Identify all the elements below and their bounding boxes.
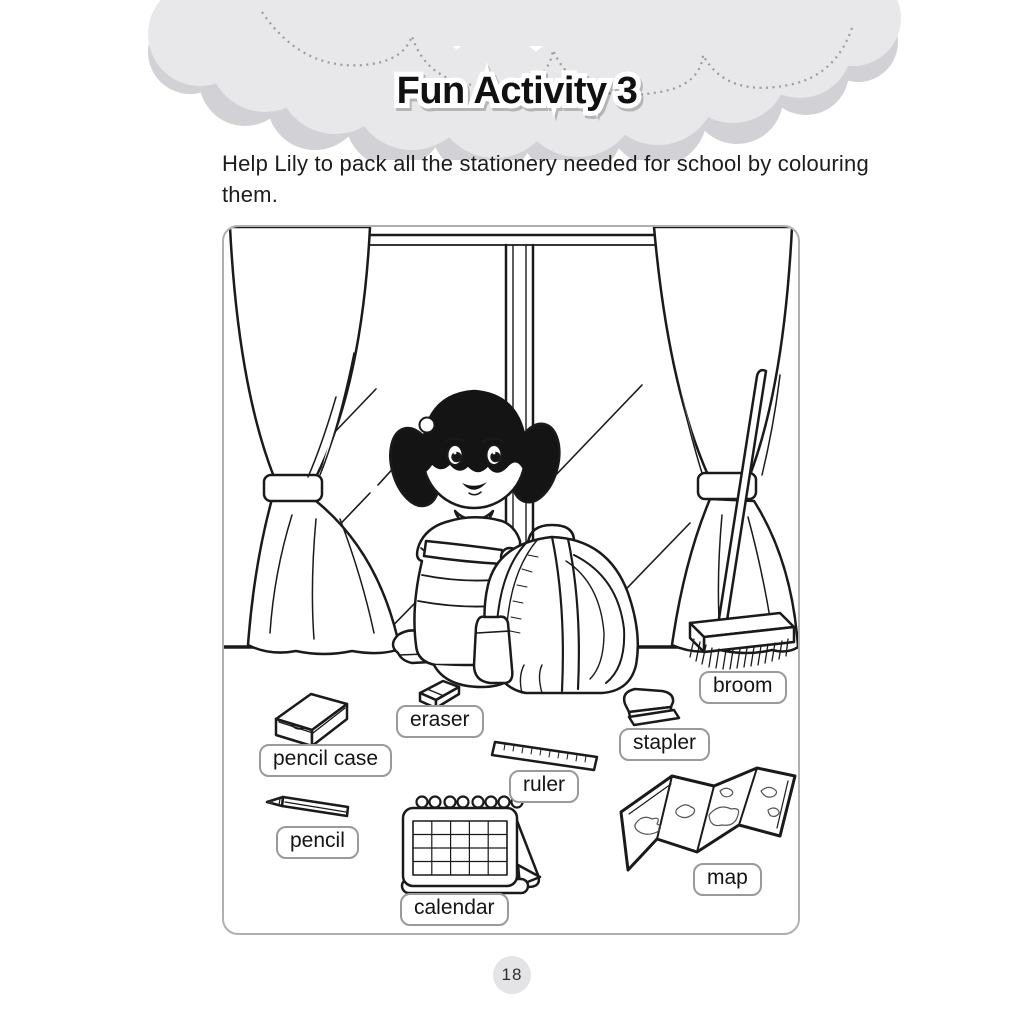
label-pencil-case: pencil case: [259, 744, 392, 777]
left-curtain: [230, 227, 400, 654]
map-item[interactable]: [621, 768, 795, 870]
calendar-rings: [417, 797, 523, 808]
girl-hair: [422, 391, 526, 473]
hair-tie: [420, 418, 435, 433]
label-pencil: pencil: [276, 826, 359, 859]
pencil-case-item[interactable]: [276, 694, 347, 746]
label-ruler: ruler: [509, 770, 579, 803]
illustration-frame: [222, 225, 800, 935]
label-broom: broom: [699, 671, 787, 704]
label-eraser: eraser: [396, 705, 484, 738]
cloud-banner: [0, 0, 1024, 160]
calendar-item[interactable]: [402, 797, 540, 894]
eraser-item[interactable]: [420, 681, 459, 708]
instruction-text: Help Lily to pack all the stationery needed for school by colouring them.: [222, 151, 869, 207]
label-stapler: stapler: [619, 728, 710, 761]
page-title: Fun Activity 3: [396, 70, 638, 112]
stapler-item[interactable]: [624, 689, 679, 725]
ruler-item[interactable]: [492, 742, 597, 770]
label-map: map: [693, 863, 762, 896]
backpack-side-pocket: [474, 617, 512, 683]
pencil-item[interactable]: [267, 797, 348, 816]
page-number-badge: 18: [493, 956, 531, 994]
label-calendar: calendar: [400, 893, 509, 926]
